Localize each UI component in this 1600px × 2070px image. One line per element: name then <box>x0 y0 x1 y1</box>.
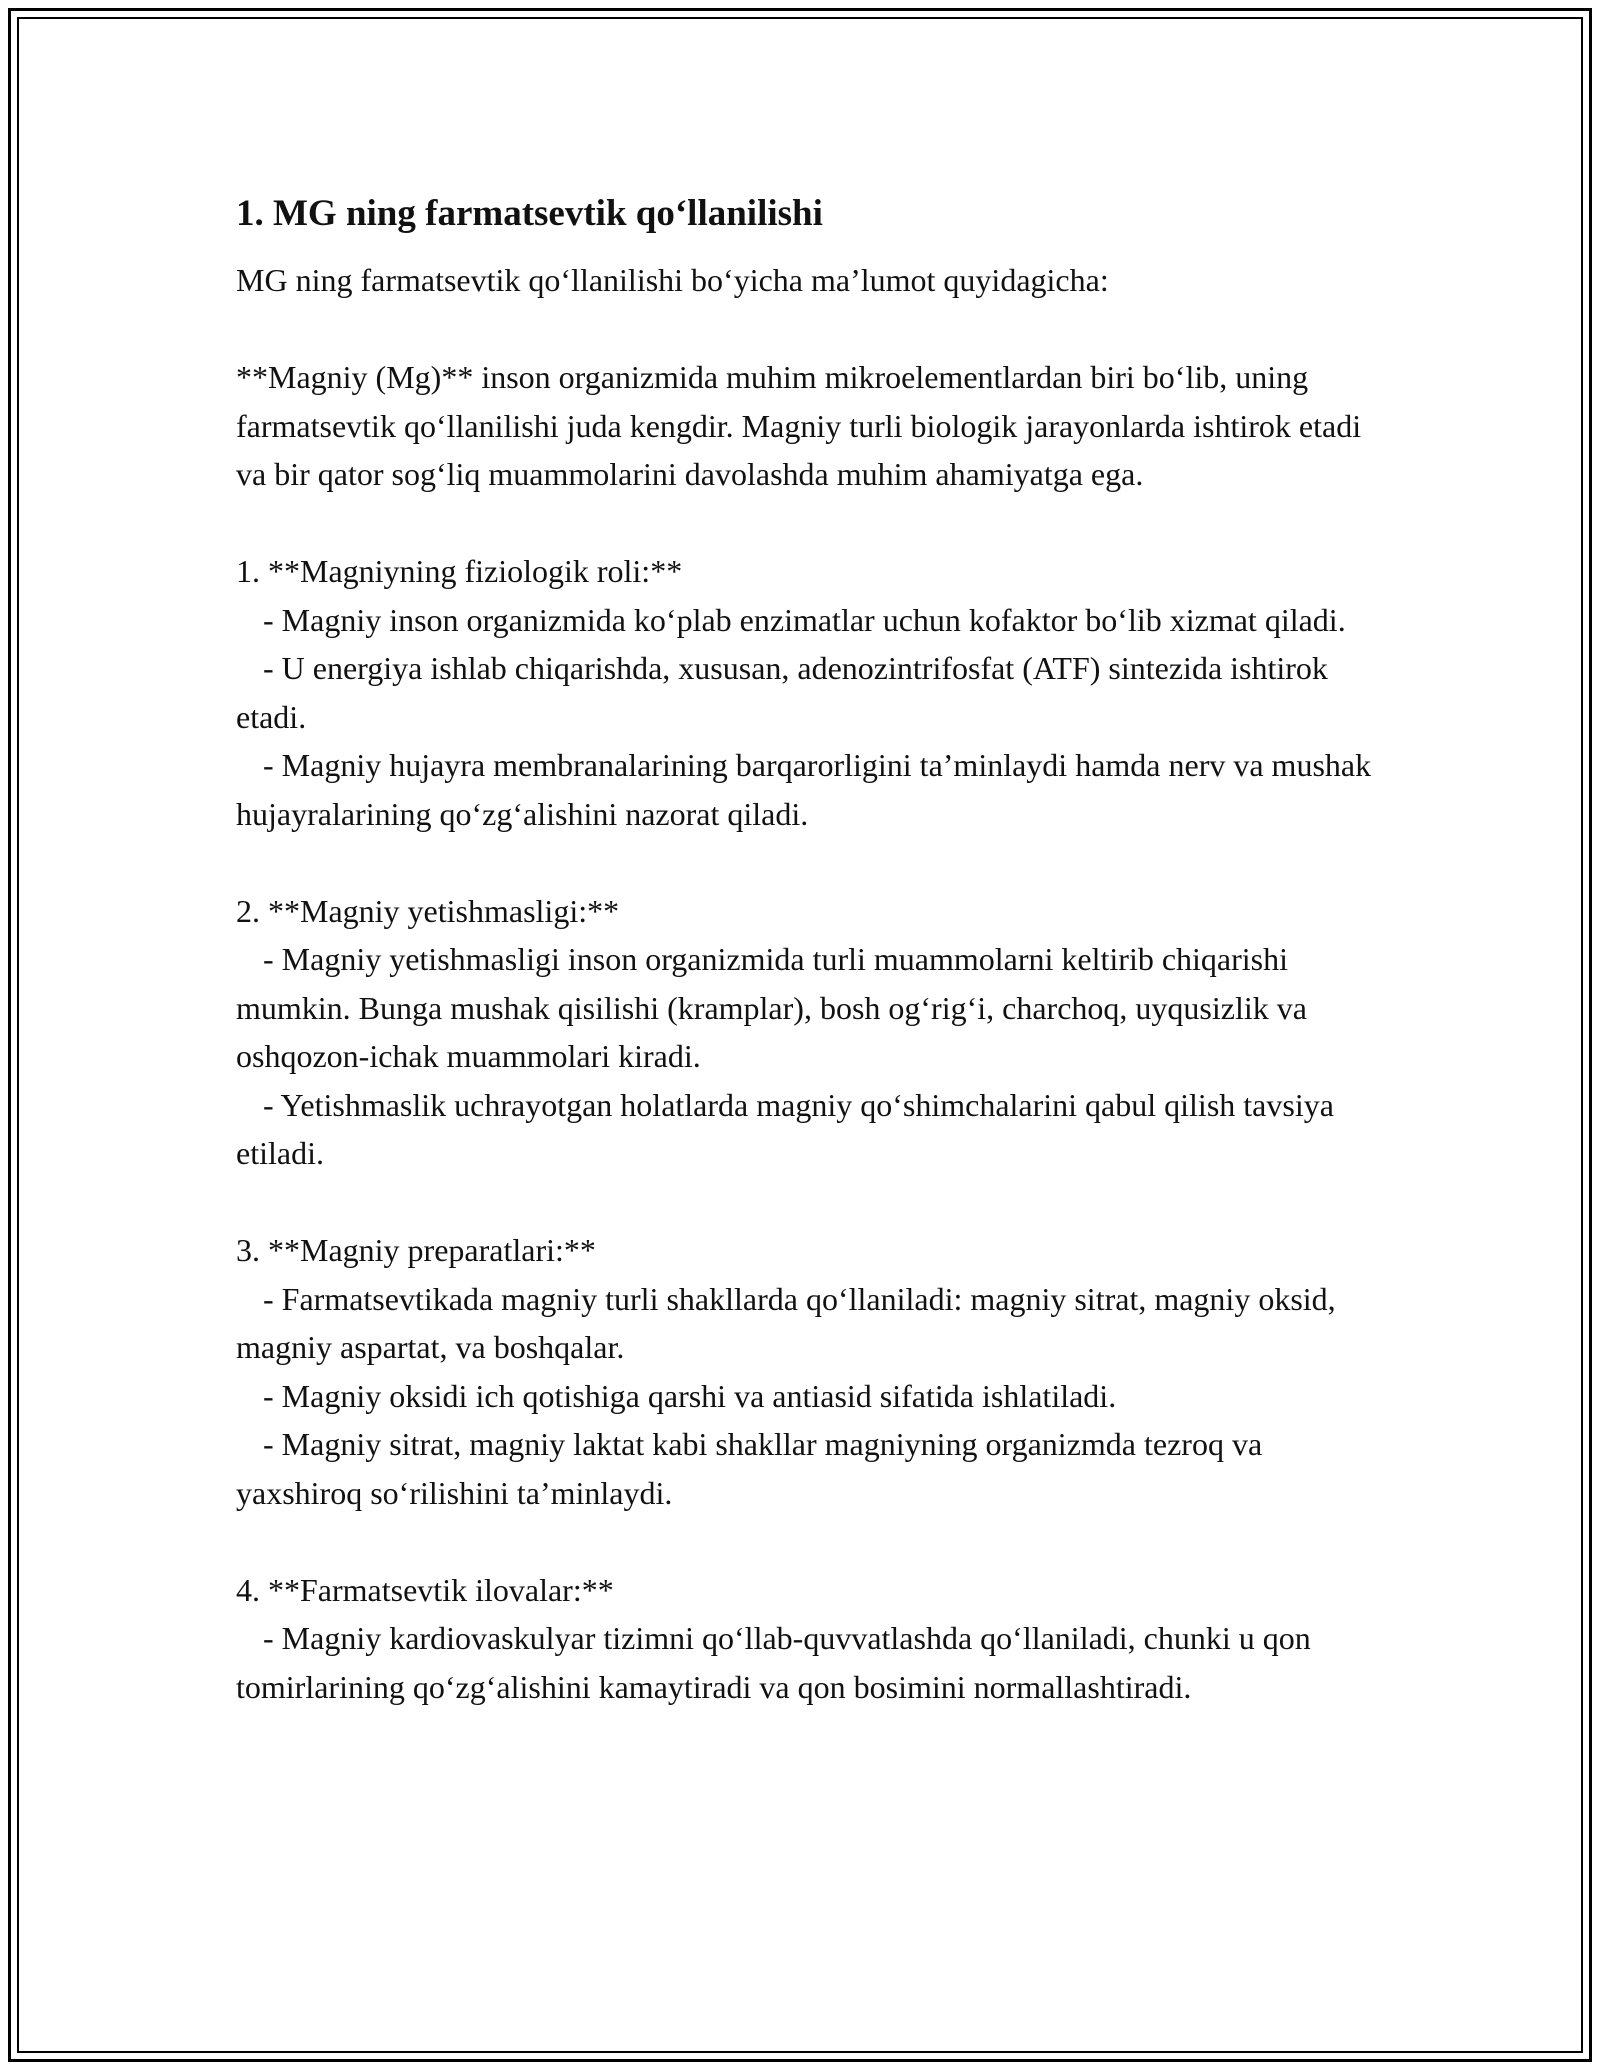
bullet-item: - Magniy oksidi ich qotishiga qarshi va antiasid sifatida ishlatiladi. <box>263 1377 1117 1414</box>
bullet-item: - Magniy sitrat, magniy laktat kabi shakllar magniyning organizmda tezroq va yaxshiroq so‘rilishini ta’minlaydi. <box>236 1426 1263 1511</box>
spacer <box>236 1517 1376 1566</box>
section-applications <box>236 1566 1376 1712</box>
section-preparations <box>236 1226 1376 1517</box>
bullet-item: - U energiya ishlab chiqarishda, xususan, adenozintrifosfat (ATF) sintezida ishtirok etadi. <box>236 650 1328 735</box>
spacer <box>236 838 1376 887</box>
bullet-item: - Magniy hujayra membranalarining barqarorligini ta’minlaydi hamda nerv va mushak hujayralarining qo‘zg‘alishini nazorat qiladi. <box>236 747 1372 832</box>
document-body <box>236 186 1376 1711</box>
spacer <box>236 499 1376 548</box>
bullet-item: - Magniy inson organizmida ko‘plab enzimatlar uchun kofaktor bo‘lib xizmat qiladi. <box>263 601 1346 638</box>
section-heading: 1. **Magniyning fiziologik roli:** <box>236 553 683 589</box>
bullet-item: - Farmatsevtikada magniy turli shakllarda qo‘llaniladi: magniy sitrat, magniy oksid, magniy aspartat, va boshqalar. <box>236 1280 1336 1365</box>
section-heading: 3. **Magniy preparatlari:** <box>236 1232 596 1268</box>
spacer <box>236 1178 1376 1227</box>
bullet-item: - Magniy kardiovaskulyar tizimni qo‘llab-quvvatlashda qo‘llaniladi, chunki u qon tomirlarining qo‘zg‘alishini kamaytiradi va qon bosimini normallashtiradi. <box>236 1620 1311 1705</box>
bullet-item: - Magniy yetishmasligi inson organizmida turli muammolarni keltirib chiqarishi mumkin. Bunga mushak qisilishi (kramplar), bosh og‘rig‘i, charchoq, uyqusizlik va oshqozon-ichak muammolari kiradi. <box>236 941 1307 1074</box>
section-physiological-role <box>236 547 1376 838</box>
section-heading: 4. **Farmatsevtik ilovalar:** <box>236 1571 614 1608</box>
intro-paragraph: MG ning farmatsevtik qo‘llanilishi bo‘yicha ma’lumot quyidagicha: <box>236 262 1109 298</box>
document-title: 1. MG ning farmatsevtik qo‘llanilishi <box>236 193 823 234</box>
section-deficiency <box>236 887 1376 1178</box>
bullet-item: - Yetishmaslik uchrayotgan holatlarda magniy qo‘shimchalarini qabul qilish tavsiya etiladi. <box>236 1086 1334 1171</box>
section-heading: 2. **Magniy yetishmasligi:** <box>236 892 620 929</box>
overview-paragraph: **Magniy (Mg)** inson organizmida muhim mikroelementlardan biri bo‘lib, uning farmatsevtik qo‘llanilishi juda kengdir. Magniy turli biologik jarayonlarda ishtirok etadi va bir qator sog‘liq muammolarini davolashda muhim ahamiyatga ega. <box>236 359 1362 492</box>
spacer <box>236 305 1376 354</box>
